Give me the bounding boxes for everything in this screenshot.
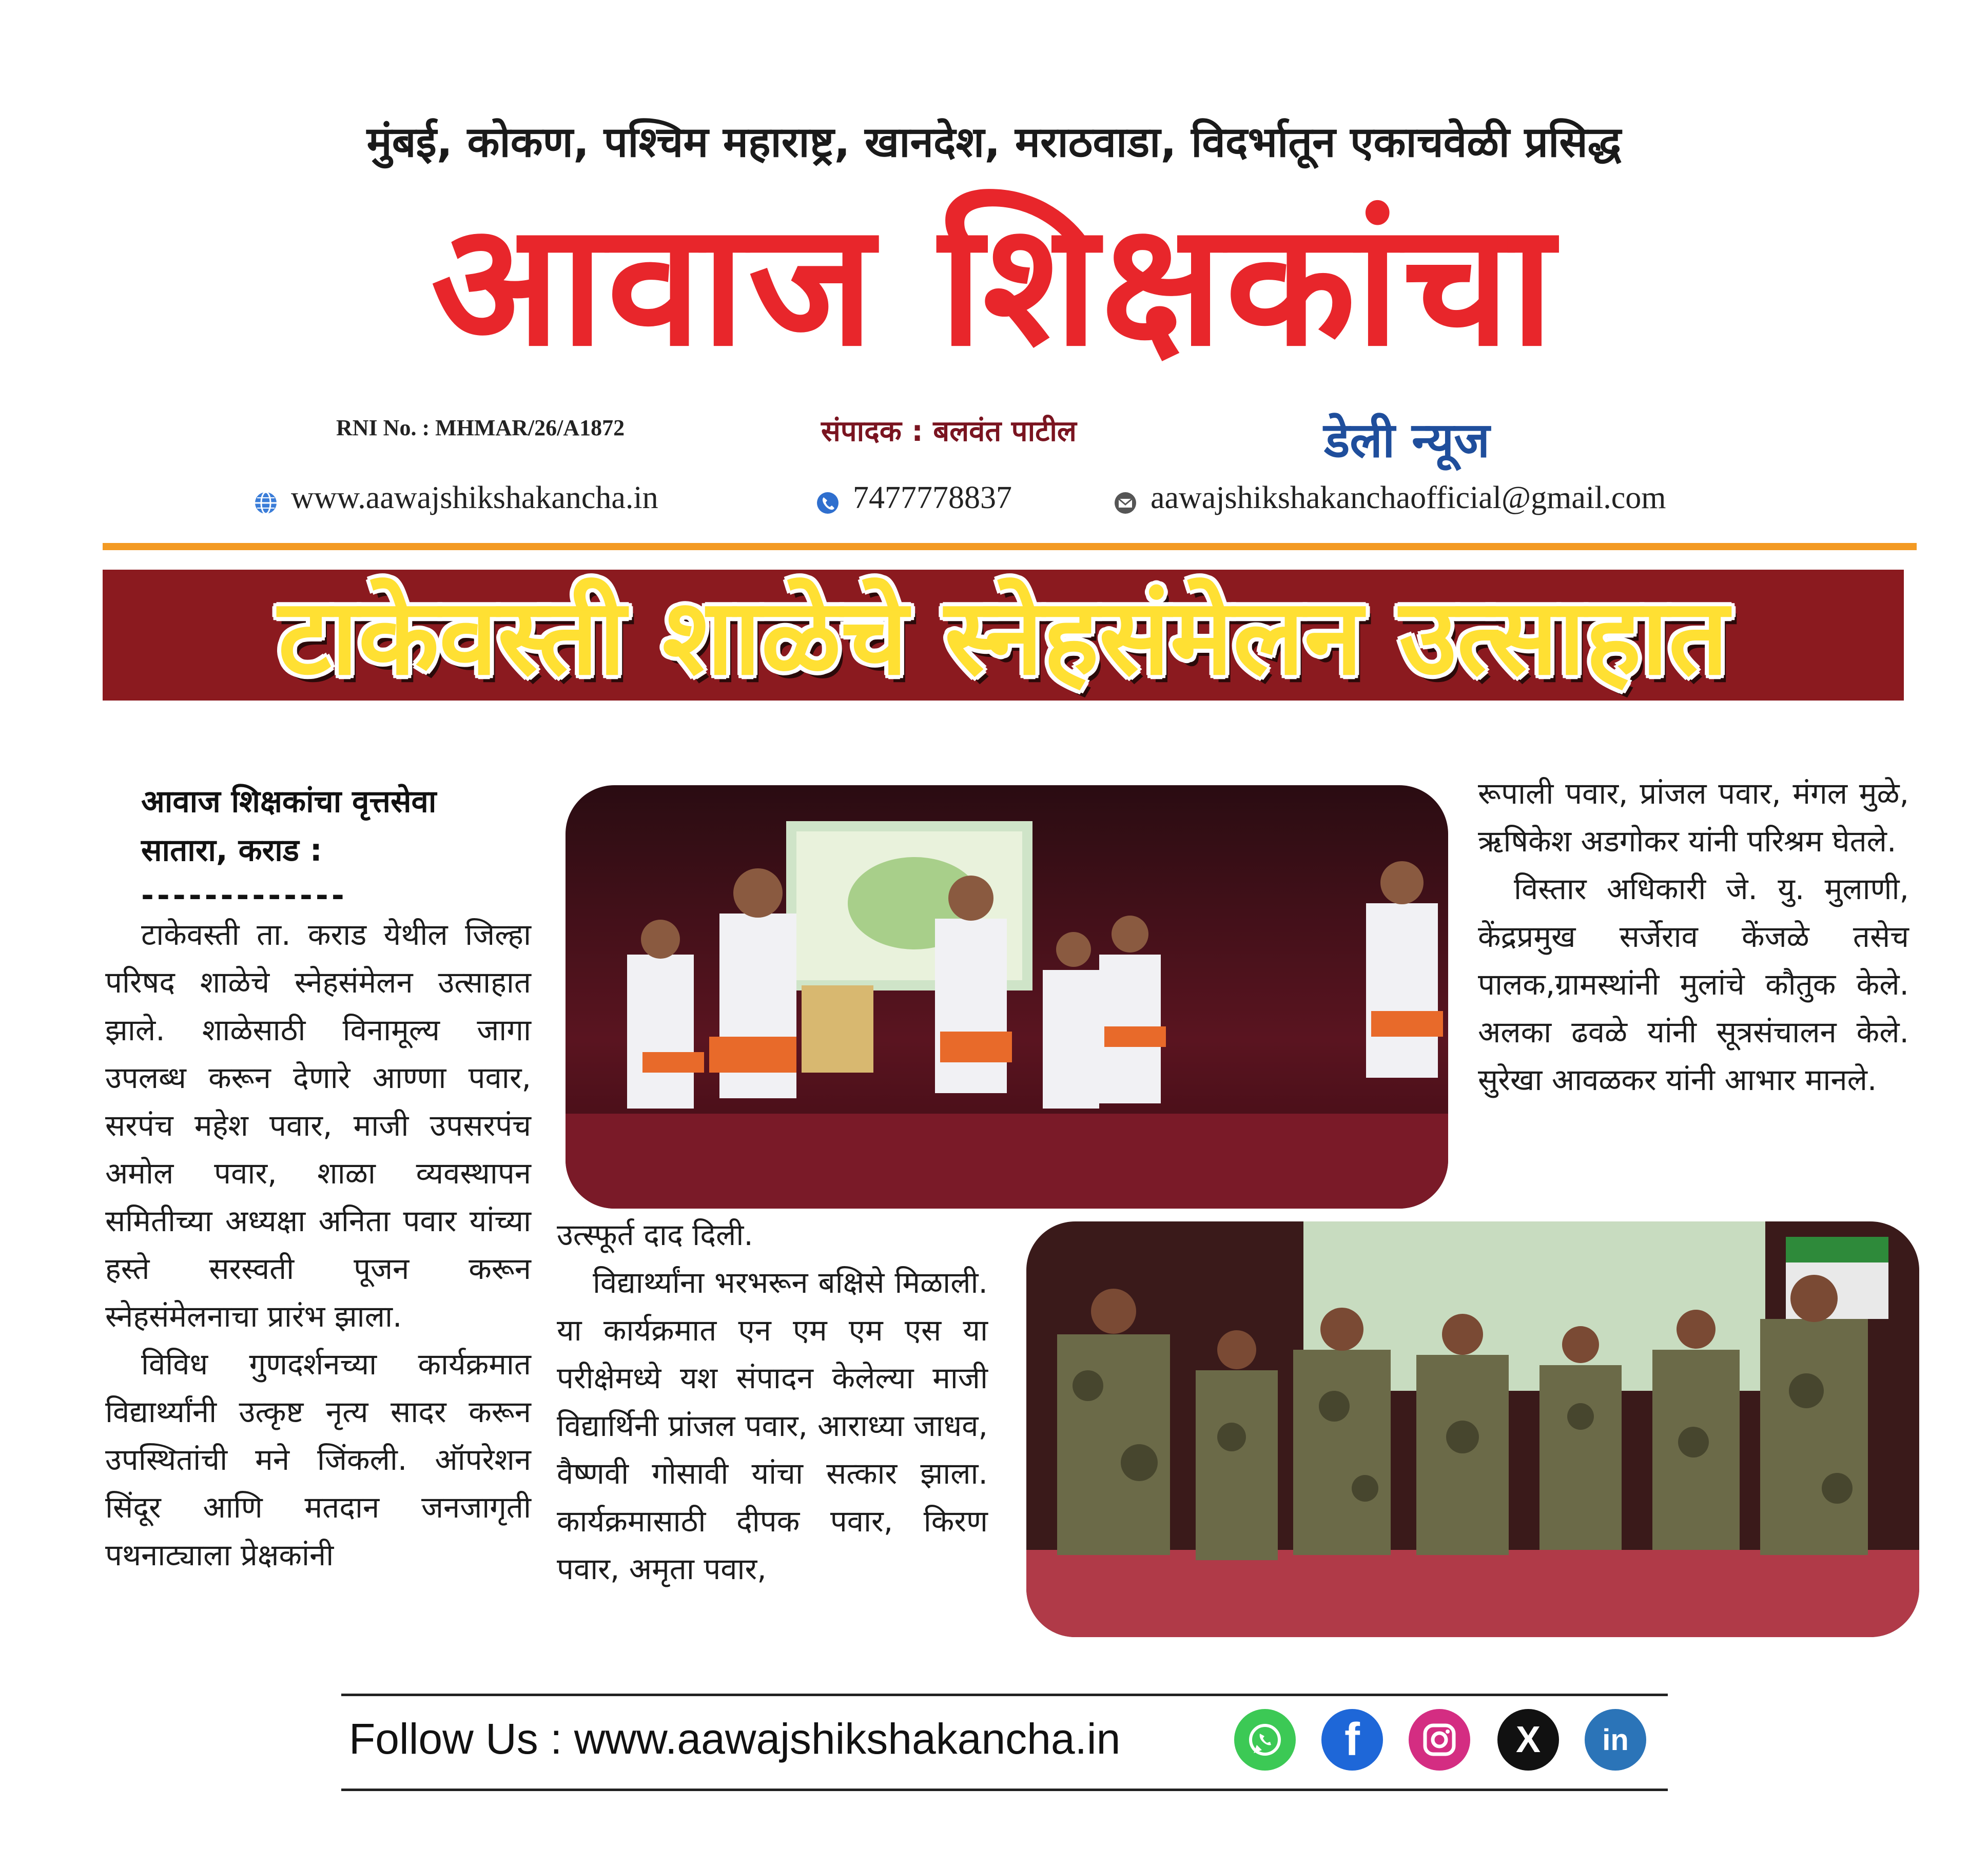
byline-rule: ------------- bbox=[141, 878, 347, 914]
linkedin-icon[interactable] bbox=[1585, 1709, 1646, 1771]
phone-text: 7477778837 bbox=[853, 480, 1012, 515]
article-paragraph: विविध गुणदर्शनच्या कार्यक्रमात विद्यार्थ्यांनी उत्कृष्ट नृत्य सादर करून उपस्थितांची मने जिंकली. ऑपरेशन सिंदूर आणि मतदान जनजागृती पथनाट्याला प्रेक्षकांनी bbox=[105, 1347, 531, 1572]
edition-label: डेली न्यूज bbox=[1324, 413, 1490, 469]
tagline: मुंबई, कोकण, पश्चिम महाराष्ट्र, खानदेश, मराठवाडा, विदर्भातून एकाचवेळी प्रसिद्ध bbox=[366, 118, 1622, 167]
contact-website[interactable] bbox=[254, 480, 658, 516]
headline: टाकेवस्ती शाळेचे स्नेहसंमेलन उत्साहात bbox=[278, 576, 1729, 698]
article-column-3 bbox=[1478, 770, 1909, 1104]
editor-name: संपादक : बलवंत पाटील bbox=[821, 415, 1077, 448]
linkedin-glyph: in bbox=[1602, 1723, 1629, 1757]
byline-agency: आवाज शिक्षकांचा वृत्तसेवा bbox=[141, 784, 437, 820]
header-divider bbox=[103, 543, 1917, 550]
article-paragraph: टाकेवस्ती ता. कराड येथील जिल्हा परिषद शाळेचे स्नेहसंमेलन उत्साहात झाले. शाळेसाठी विनामूल्य जागा उपलब्ध करून देणारे आण्णा पवार, सरपंच महेश पवार, माजी उपसरपंच अमोल पवार, शाळा व्यवस्थापन समितीच्या अध्यक्षा अनिता पवार यांच्या हस्ते सरस्वती पूजन करून स्नेहसंमेलनाचा प्रारंभ झाला. bbox=[105, 917, 531, 1334]
website-text: www.aawajshikshakancha.in bbox=[291, 480, 658, 515]
byline bbox=[141, 778, 436, 916]
instagram-icon[interactable] bbox=[1409, 1709, 1470, 1771]
follow-us-text[interactable]: Follow Us : www.aawajshikshakancha.in bbox=[349, 1715, 1121, 1763]
rni-number: RNI No. : MHMAR/26/A1872 bbox=[336, 415, 625, 440]
globe-icon bbox=[254, 487, 278, 510]
facebook-icon[interactable] bbox=[1321, 1709, 1383, 1771]
article-paragraph: विद्यार्थ्यांना भरभरून बक्षिसे मिळाली. या कार्यक्रमात एन एम एम एस या परीक्षेमध्ये यश संपादन केलेल्या माजी विद्यार्थिनी प्रांजल पवार, आराध्या जाधव, वैष्णवी गोसावी यांचा सत्कार झाला. कार्यक्रमासाठी दीपक पवार, किरण पवार, अमृता पवार, bbox=[557, 1265, 988, 1586]
masthead-title: आवाज शिक्षकांचा bbox=[431, 186, 1557, 383]
contact-email[interactable] bbox=[1114, 480, 1666, 516]
footer-divider-top bbox=[341, 1694, 1668, 1696]
article-paragraph: रूपाली पवार, प्रांजल पवार, मंगल मुळे, ऋषिकेश अडगोकर यांनी परिश्रम घेतले. bbox=[1478, 776, 1909, 859]
footer-divider-bottom bbox=[341, 1789, 1668, 1791]
email-icon bbox=[1114, 487, 1137, 510]
article-column-1 bbox=[105, 911, 531, 1579]
x-glyph: X bbox=[1515, 1719, 1541, 1760]
article-column-2 bbox=[557, 1211, 988, 1593]
photo-dance-performance bbox=[566, 785, 1448, 1209]
facebook-glyph: f bbox=[1344, 1714, 1360, 1765]
byline-location: सातारा, कराड : bbox=[141, 832, 322, 868]
contact-phone[interactable] bbox=[816, 480, 1012, 516]
email-text: aawajshikshakanchaofficial@gmail.com bbox=[1151, 480, 1666, 515]
article-paragraph: विस्तार अधिकारी जे. यु. मुलाणी, केंद्रप्रमुख सर्जेराव केंजळे तसेच पालक,ग्रामस्थांनी मुलांचे कौतुक केले. अलका ढवळे यांनी सूत्रसंचालन केले. सुरेखा आवळकर यांनी आभार मानले. bbox=[1478, 871, 1909, 1097]
article-paragraph: उत्स्फूर्त दाद दिली. bbox=[557, 1217, 753, 1252]
phone-icon bbox=[816, 487, 840, 510]
whatsapp-icon[interactable] bbox=[1234, 1709, 1296, 1771]
x-icon[interactable] bbox=[1497, 1709, 1559, 1771]
photo-army-salute-performance bbox=[1026, 1221, 1919, 1637]
